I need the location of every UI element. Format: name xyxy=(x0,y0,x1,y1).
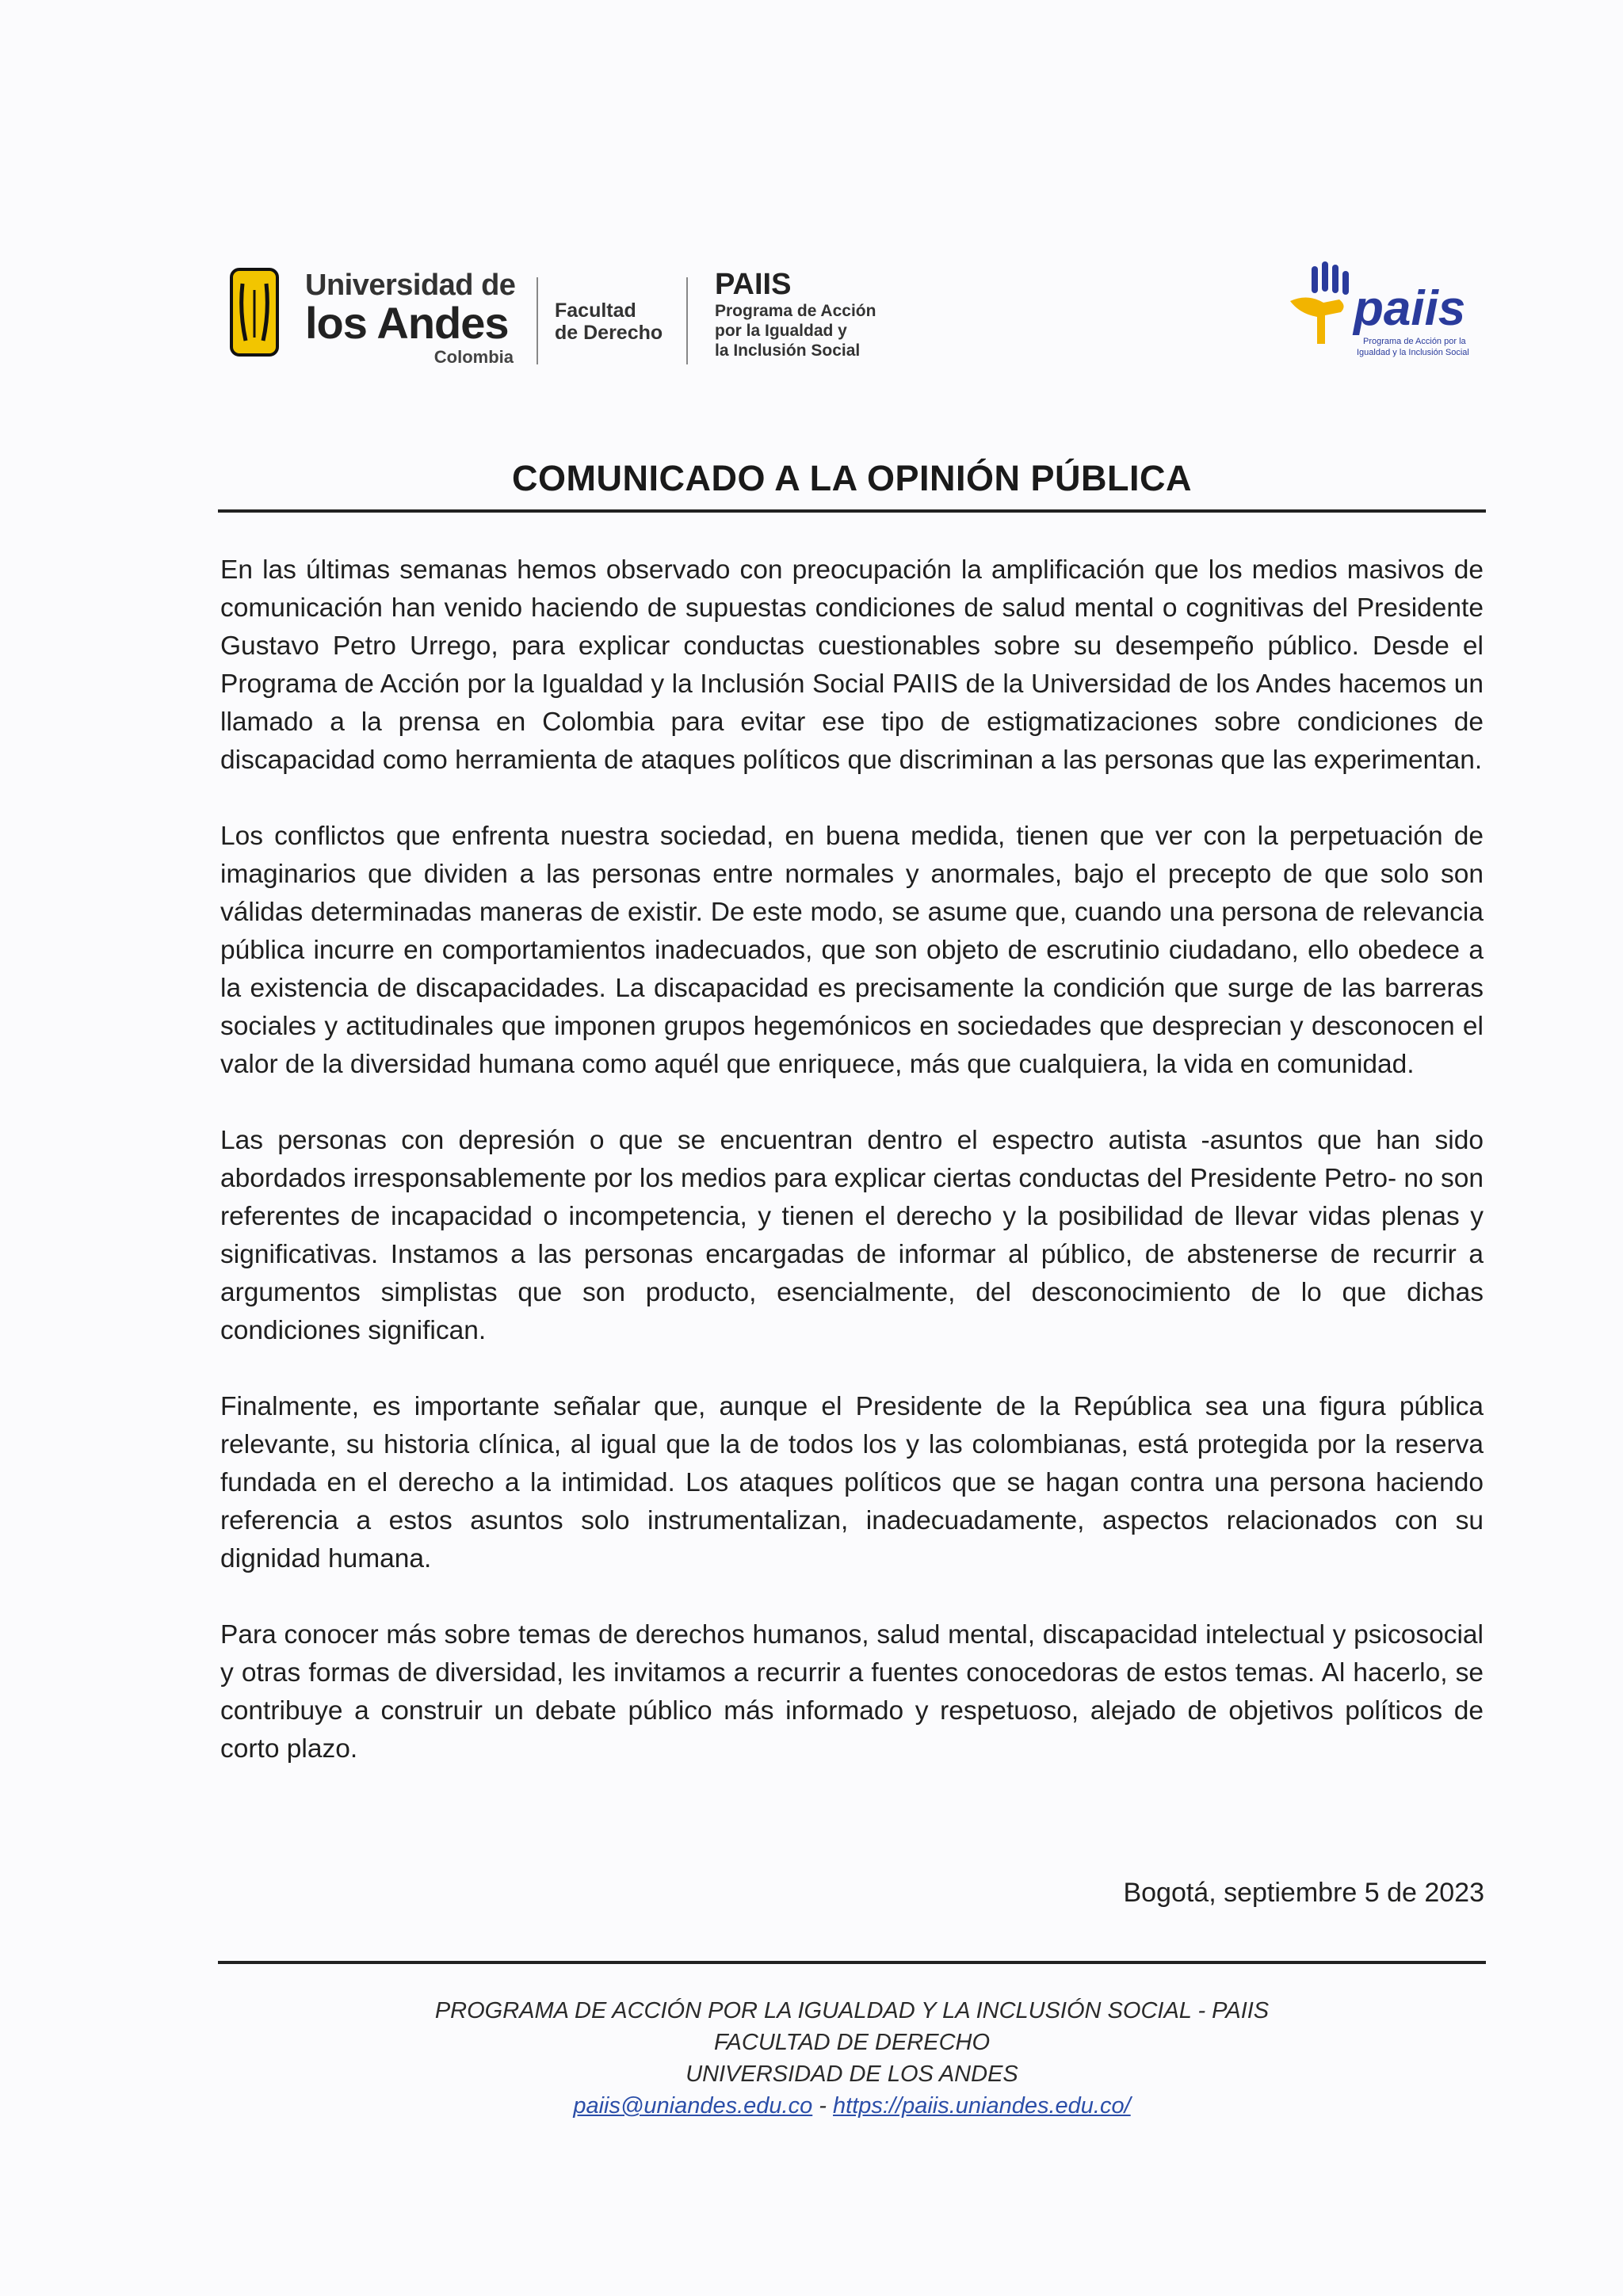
link-separator: - xyxy=(812,2093,834,2119)
header-divider xyxy=(537,277,538,364)
footer-faculty: FACULTAD DE DERECHO xyxy=(713,2030,991,2055)
uniandes-line1: Universidad de xyxy=(305,269,516,302)
footer-program: PROGRAMA DE ACCIÓN POR LA IGUALDAD Y LA INCLUSIÓN SOCIAL - PAIIS xyxy=(434,1998,1270,2023)
place-date: Bogotá, septiembre 5 de 2023 xyxy=(1123,1878,1484,1908)
paiis-hand-logo xyxy=(1284,261,1474,364)
website-link[interactable]: https://paiis.uniandes.edu.co/ xyxy=(833,2093,1131,2119)
paiis-tagline1: Programa de Acción por la xyxy=(1363,337,1466,346)
footer-contacts xyxy=(218,2090,1486,2122)
paiis-title: PAIIS xyxy=(715,268,792,301)
faculty-line2: de Derecho xyxy=(555,322,663,344)
email-link[interactable]: paiis@uniandes.edu.co xyxy=(573,2093,813,2119)
faculty-line1: Facultad xyxy=(555,299,636,322)
paragraph: En las últimas semanas hemos observado con preocupación la amplificación que los medios masivos de comunicación han venido haciendo de supuestas condiciones de salud mental o cognitivas del Presidente Gustavo Petro Urrego, para explicar conductas cuestionables sobre su desempeño público. Desde el Programa de Acción por la Igualdad y la Inclusión Social PAIIS de la Universidad de los Andes hacemos un llamado a la prensa en Colombia para evitar ese tipo de estigmatizaciones sobre condiciones de discapacidad como herramienta de ataques políticos que discriminan a las personas que las experimentan. xyxy=(220,555,1484,775)
uniandes-country: Colombia xyxy=(433,347,514,367)
document-body xyxy=(220,551,1484,1806)
paiis-label xyxy=(715,268,876,360)
footer-rule xyxy=(218,1961,1486,1964)
paiis-sub-line2: por la Igualdad y xyxy=(715,322,847,340)
paragraph: Para conocer más sobre temas de derechos humanos, salud mental, discapacidad intelectual y psicosocial y otras formas de diversidad, les invitamos a recurrir a fuentes conocedoras de estos temas. Al hacerlo, se contribuye a construir un debate público más informado y respetuoso, alejado de objetivos políticos de corto plazo. xyxy=(220,1620,1484,1764)
uniandes-line2: los Andes xyxy=(305,298,509,348)
header-divider xyxy=(686,277,688,364)
faculty-label xyxy=(555,299,663,344)
paiis-sub-line1: Programa de Acción xyxy=(715,302,876,320)
paiis-wordmark: paiis xyxy=(1354,281,1466,336)
document-title: COMUNICADO A LA OPINIÓN PÚBLICA xyxy=(512,458,1192,498)
paragraph: Las personas con depresión o que se encuentran dentro el espectro autista -asuntos que han sido abordados irresponsablemente por los medios para explicar ciertas conductas del Presidente Petro- no son referentes de incapacidad o incompetencia, y tienen el derecho y la posibilidad de llevar vidas plenas y significativas. Instamos a las personas encargadas de informar al público, de abstenerse de recurrir a argumentos simplistas que son producto, esencialmente, del desconocimiento de lo que dichas condiciones significan. xyxy=(220,1126,1484,1345)
footer xyxy=(218,1995,1486,2122)
letterhead xyxy=(0,261,1623,388)
title-rule xyxy=(218,509,1486,513)
paiis-sub-line3: la Inclusión Social xyxy=(715,341,861,360)
paiis-tagline2: Igualdad y la Inclusión Social xyxy=(1357,348,1469,357)
footer-university: UNIVERSIDAD DE LOS ANDES xyxy=(685,2061,1018,2087)
paragraph: Finalmente, es importante señalar que, aunque el Presidente de la República sea una figura pública relevante, su historia clínica, al igual que la de todos los y las colombianas, está protegida por la reserva fundada en el derecho a la intimidad. Los ataques políticos que se hagan contra una persona haciendo referencia a estos asuntos solo instrumentalizan, inadecuadamente, aspectos relacionados con su dignidad humana. xyxy=(220,1392,1484,1573)
uniandes-wordmark xyxy=(305,269,531,369)
paragraph: Los conflictos que enfrenta nuestra sociedad, en buena medida, tienen que ver con la perpetuación de imaginarios que dividen a las personas entre normales y anormales, bajo el precepto de que solo son válidas determinadas maneras de existir. De este modo, se asume que, cuando una persona de relevancia pública incurre en comportamientos inadecuados, que son objeto de escrutinio ciudadano, ello obedece a la existencia de discapacidades. La discapacidad es precisamente la condición que surge de las barreras sociales y actitudinales que imponen grupos hegemónicos en sociedades que desprecian y desconocen el valor de la diversidad humana como aquél que enriquece, más que cualquiera, la vida en comunidad. xyxy=(220,822,1484,1079)
uniandes-shield-logo xyxy=(230,268,279,357)
